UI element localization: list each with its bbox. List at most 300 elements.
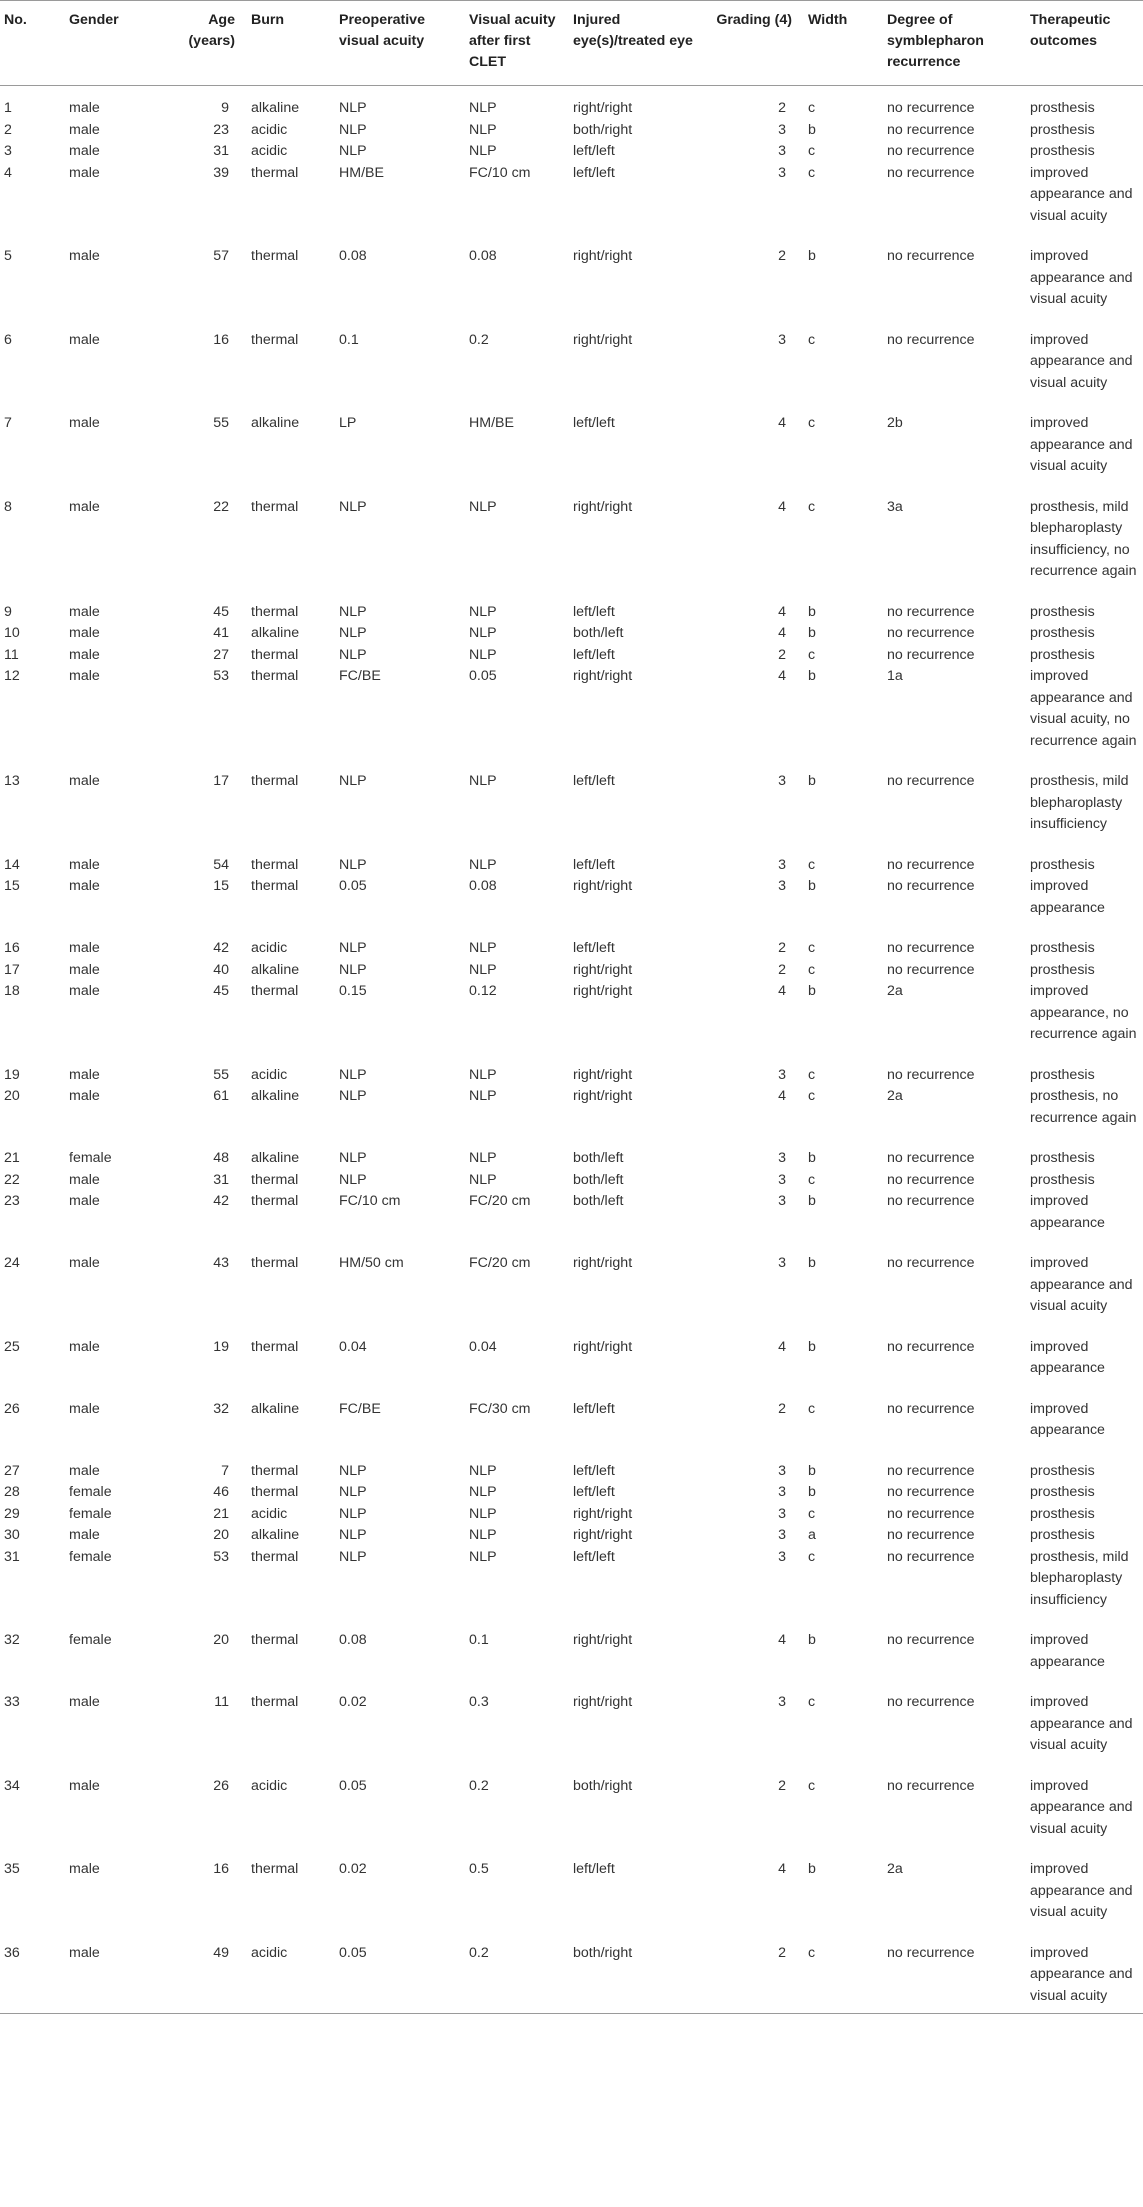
cell-symblepharon-recurrence: no recurrence: [887, 1150, 975, 1166]
cell-visual-acuity-after-clet: FC/30 cm: [469, 1400, 531, 1417]
cell-injured-treated-eye: right/right: [573, 983, 633, 999]
cell-injured-treated-eye: left/left: [573, 1400, 615, 1417]
cell-preoperative-visual-acuity: NLP: [339, 940, 367, 956]
cell-gender: female: [69, 1548, 112, 1565]
cell-symblepharon-recurrence: 2a: [887, 983, 903, 999]
cell-width: b: [808, 1484, 816, 1500]
cell-burn: thermal: [251, 1548, 299, 1565]
cell-injured-treated-eye: both/left: [573, 1171, 624, 1188]
table-row: [0, 1318, 1143, 1380]
cell-therapeutic-outcomes: prosthesis: [1030, 940, 1095, 956]
cell-gender: male: [69, 1255, 100, 1271]
cell-age: 54: [213, 856, 229, 873]
cell-injured-treated-eye: left/left: [573, 603, 615, 620]
cell-no: 2: [4, 121, 12, 138]
cell-preoperative-visual-acuity: NLP: [339, 1462, 367, 1479]
cell-symblepharon-recurrence: no recurrence: [887, 1694, 975, 1710]
cell-width: c: [808, 331, 816, 348]
cell-symblepharon-recurrence: no recurrence: [887, 143, 975, 159]
cell-burn: thermal: [251, 1462, 299, 1479]
cell-preoperative-visual-acuity: NLP: [339, 1505, 367, 1522]
cell-preoperative-visual-acuity: NLP: [339, 1548, 367, 1565]
cell-preoperative-visual-acuity: NLP: [339, 1150, 367, 1166]
cell-grading: 2: [709, 1924, 804, 2014]
cell-symblepharon-recurrence: 2b: [887, 415, 903, 431]
cell-width: b: [808, 1255, 816, 1271]
cell-visual-acuity-after-clet: 0.3: [469, 1694, 489, 1710]
cell-burn: acidic: [251, 143, 288, 159]
cell-age: 23: [213, 121, 229, 138]
cell-burn: thermal: [251, 668, 299, 684]
cell-therapeutic-outcomes: prosthesis: [1030, 100, 1095, 116]
cell-width: c: [808, 415, 816, 431]
cell-symblepharon-recurrence: no recurrence: [887, 121, 975, 138]
cell-gender: male: [69, 1694, 100, 1710]
table-row: [0, 227, 1143, 311]
cell-gender: male: [69, 773, 100, 789]
cell-therapeutic-outcomes: improved appearance and visual acuity: [1030, 164, 1133, 224]
cell-injured-treated-eye: left/left: [573, 415, 615, 431]
cell-visual-acuity-after-clet: FC/10 cm: [469, 164, 531, 181]
cell-therapeutic-outcomes: prosthesis: [1030, 625, 1095, 641]
cell-grading: 3: [778, 878, 786, 894]
cell-grading: 4: [778, 415, 786, 431]
cell-injured-treated-eye: both/left: [573, 1150, 624, 1166]
table-row: [0, 1673, 1143, 1757]
cell-injured-treated-eye: left/left: [573, 856, 615, 873]
cell-burn: acidic: [251, 1505, 288, 1522]
cell-burn: thermal: [251, 331, 299, 348]
cell-symblepharon-recurrence: no recurrence: [887, 1527, 975, 1543]
cell-no: 23: [4, 1193, 20, 1209]
cell-burn: alkaline: [251, 1527, 300, 1543]
cell-no: 11: [4, 646, 19, 663]
cell-preoperative-visual-acuity: NLP: [339, 1066, 367, 1083]
cell-gender: male: [69, 248, 100, 264]
cell-gender: male: [69, 415, 100, 431]
cell-burn: thermal: [251, 983, 299, 999]
cell-age: 45: [213, 603, 229, 620]
cell-age: 55: [213, 415, 229, 431]
cell-preoperative-visual-acuity: 0.1: [339, 331, 359, 348]
cell-gender: male: [69, 856, 100, 873]
header-preoperative-visual-acuity: Preoperative visual acuity: [335, 1, 465, 86]
cell-symblepharon-recurrence: 2a: [887, 1861, 903, 1877]
cell-gender: male: [69, 646, 100, 663]
cell-preoperative-visual-acuity: 0.02: [339, 1694, 367, 1710]
cell-grading: 2: [778, 100, 786, 116]
cell-gender: male: [69, 121, 100, 138]
cell-gender: male: [69, 878, 100, 894]
cell-gender: male: [69, 1462, 100, 1479]
cell-injured-treated-eye: right/right: [573, 1505, 633, 1522]
cell-therapeutic-outcomes: prosthesis: [1030, 143, 1095, 159]
cell-grading: 3: [778, 1255, 786, 1271]
header-visual-acuity-after-clet: Visual acuity after first CLET: [465, 1, 569, 86]
cell-visual-acuity-after-clet: 0.2: [465, 1924, 569, 2014]
cell-grading: 2: [778, 1400, 786, 1417]
cell-age: 21: [213, 1505, 229, 1522]
cell-preoperative-visual-acuity: 0.05: [339, 878, 367, 894]
cell-preoperative-visual-acuity: NLP: [339, 143, 367, 159]
cell-age: 11: [214, 1694, 229, 1710]
table-row: [0, 1924, 1143, 2014]
cell-symblepharon-recurrence: no recurrence: [887, 1338, 975, 1355]
cell-grading: 3: [778, 1694, 786, 1710]
cell-age: 61: [213, 1088, 229, 1104]
cell-burn: alkaline: [251, 1088, 300, 1104]
cell-injured-treated-eye: right/right: [573, 961, 633, 978]
cell-no: 25: [4, 1338, 20, 1355]
header-width: Width: [804, 1, 883, 86]
cell-preoperative-visual-acuity: HM/BE: [339, 164, 384, 181]
cell-grading: 3: [778, 773, 786, 789]
cell-width: c: [808, 1171, 816, 1188]
cell-injured-treated-eye: left/left: [573, 940, 615, 956]
cell-injured-treated-eye: both/left: [573, 625, 624, 641]
table-row: [0, 919, 1143, 960]
table-row: [0, 1504, 1143, 1526]
cell-age: 26: [213, 1777, 229, 1794]
cell-width: b: [808, 248, 816, 264]
cell-width: c: [808, 646, 816, 663]
cell-injured-treated-eye: left/left: [573, 164, 615, 181]
cell-grading: 4: [778, 603, 786, 620]
cell-therapeutic-outcomes: improved appearance and visual acuity: [1030, 1255, 1133, 1314]
cell-therapeutic-outcomes: prosthesis, mild blepharoplasty insufficiency: [1030, 1548, 1129, 1608]
cell-visual-acuity-after-clet: NLP: [469, 1527, 497, 1543]
cell-injured-treated-eye: both/right: [573, 121, 633, 138]
cell-no: 17: [4, 961, 20, 978]
cell-no: 19: [4, 1066, 20, 1083]
table-row: [0, 1191, 1143, 1234]
cell-visual-acuity-after-clet: FC/20 cm: [469, 1193, 531, 1209]
cell-width: b: [808, 1150, 816, 1166]
cell-symblepharon-recurrence: 1a: [887, 668, 903, 684]
cell-injured-treated-eye: right/right: [573, 1527, 633, 1543]
cell-burn: thermal: [251, 248, 299, 264]
cell-injured-treated-eye: left/left: [573, 1462, 615, 1479]
cell-gender: male: [69, 143, 100, 159]
cell-width: c: [808, 498, 816, 515]
cell-preoperative-visual-acuity: NLP: [339, 961, 367, 978]
cell-visual-acuity-after-clet: NLP: [469, 1462, 497, 1479]
cell-gender: female: [69, 1632, 112, 1648]
cell-burn: alkaline: [251, 100, 300, 116]
table-row: [0, 1840, 1143, 1924]
cell-age: 41: [213, 625, 229, 641]
cell-visual-acuity-after-clet: 0.08: [469, 248, 497, 264]
table-row: [0, 120, 1143, 142]
cell-width: b: [808, 773, 816, 789]
cell-gender: male: [69, 1527, 100, 1543]
cell-age: 19: [213, 1338, 229, 1355]
cell-therapeutic-outcomes: prosthesis: [1030, 1066, 1095, 1083]
cell-grading: 3: [778, 1066, 786, 1083]
cell-injured-treated-eye: right/right: [573, 1338, 633, 1355]
cell-symblepharon-recurrence: no recurrence: [887, 100, 975, 116]
cell-injured-treated-eye: left/left: [573, 1548, 615, 1565]
cell-visual-acuity-after-clet: NLP: [469, 1088, 497, 1104]
cell-gender: male: [69, 1400, 100, 1417]
cell-width: b: [808, 1193, 816, 1209]
cell-burn: alkaline: [251, 625, 300, 641]
cell-injured-treated-eye: left/left: [573, 646, 615, 663]
cell-no: 5: [4, 248, 12, 264]
cell-symblepharon-recurrence: no recurrence: [887, 1462, 975, 1479]
cell-visual-acuity-after-clet: NLP: [469, 603, 497, 620]
cell-grading: 4: [778, 1088, 786, 1104]
cell-age: 40: [213, 961, 229, 978]
cell-therapeutic-outcomes: improved appearance and visual acuity: [1030, 1777, 1133, 1837]
cell-preoperative-visual-acuity: FC/BE: [339, 1400, 381, 1417]
cell-grading: 4: [778, 498, 786, 515]
cell-therapeutic-outcomes: improved appearance and visual acuity: [1030, 1861, 1133, 1920]
cell-age: 15: [213, 878, 229, 894]
table-row: [0, 1757, 1143, 1841]
cell-gender: male: [69, 100, 100, 116]
cell-therapeutic-outcomes: improved appearance and visual acuity: [1030, 415, 1133, 474]
cell-age: 49: [170, 1924, 247, 2014]
cell-grading: 3: [778, 1548, 786, 1565]
header-burn: Burn: [247, 1, 335, 86]
cell-grading: 2: [778, 248, 786, 264]
cell-grading: 4: [778, 625, 786, 641]
cell-width: b: [808, 878, 816, 894]
cell-therapeutic-outcomes: prosthesis: [1030, 121, 1095, 138]
cell-gender: male: [69, 1193, 100, 1209]
cell-grading: 3: [778, 1527, 786, 1543]
cell-grading: 3: [778, 121, 786, 138]
cell-grading: 3: [778, 1193, 786, 1209]
cell-gender: male: [69, 1088, 100, 1104]
cell-no: 33: [4, 1694, 20, 1710]
cell-no: 30: [4, 1527, 20, 1543]
cell-visual-acuity-after-clet: NLP: [469, 1066, 497, 1083]
cell-width: c: [808, 1777, 816, 1794]
cell-gender: male: [69, 1338, 100, 1355]
cell-no: 1: [4, 100, 12, 116]
cell-visual-acuity-after-clet: NLP: [469, 100, 497, 116]
cell-no: 16: [4, 940, 20, 956]
cell-grading: 4: [778, 983, 786, 999]
header-injured-treated-eye: Injured eye(s)/treated eye: [569, 1, 709, 86]
cell-therapeutic-outcomes: prosthesis: [1030, 1171, 1095, 1188]
cell-burn: thermal: [251, 878, 299, 894]
cell-visual-acuity-after-clet: NLP: [469, 498, 497, 515]
cell-burn: thermal: [251, 1861, 299, 1877]
cell-therapeutic-outcomes: improved appearance: [1030, 1338, 1105, 1376]
cell-therapeutic-outcomes: improved appearance and visual acuity, no recurrence again: [1030, 668, 1137, 749]
cell-width: c: [808, 164, 816, 181]
cell-injured-treated-eye: right/right: [573, 668, 633, 684]
cell-symblepharon-recurrence: 3a: [887, 498, 903, 515]
cell-width: c: [808, 961, 816, 978]
cell-therapeutic-outcomes: improved appearance and visual acuity: [1030, 331, 1133, 391]
cell-grading: 3: [778, 143, 786, 159]
cell-visual-acuity-after-clet: NLP: [469, 773, 497, 789]
cell-age: 43: [213, 1255, 229, 1271]
table-header: [0, 1, 1143, 86]
cell-age: 16: [213, 331, 229, 348]
cell-no: 36: [0, 1924, 65, 2014]
cell-no: 24: [4, 1255, 20, 1271]
cell-burn: thermal: [251, 164, 299, 181]
cell-visual-acuity-after-clet: 0.12: [469, 983, 497, 999]
cell-therapeutic-outcomes: prosthesis, mild blepharoplasty insufficiency: [1030, 773, 1129, 832]
cell-symblepharon-recurrence: no recurrence: [887, 1484, 975, 1500]
cell-therapeutic-outcomes: prosthesis: [1030, 1462, 1095, 1479]
cell-no: 4: [4, 164, 12, 181]
cell-age: 55: [213, 1066, 229, 1083]
table-row: [0, 981, 1143, 1046]
cell-width: b: [808, 121, 816, 138]
cell-visual-acuity-after-clet: NLP: [469, 1484, 497, 1500]
header-row: [0, 1, 1143, 86]
cell-therapeutic-outcomes: improved appearance: [1030, 1193, 1105, 1231]
cell-preoperative-visual-acuity: 0.04: [339, 1338, 367, 1355]
cell-symblepharon-recurrence: no recurrence: [887, 646, 975, 663]
cell-age: 20: [213, 1632, 229, 1648]
cell-visual-acuity-after-clet: NLP: [469, 856, 497, 873]
cell-age: 48: [213, 1150, 229, 1166]
cell-visual-acuity-after-clet: 0.2: [469, 1777, 489, 1794]
cell-no: 21: [4, 1150, 20, 1166]
cell-gender: male: [69, 625, 100, 641]
cell-width: c: [808, 1088, 816, 1104]
cell-no: 20: [4, 1088, 20, 1104]
cell-visual-acuity-after-clet: FC/20 cm: [469, 1255, 531, 1271]
table-row: [0, 1380, 1143, 1442]
table-row: [0, 583, 1143, 624]
cell-therapeutic-outcomes: prosthesis: [1030, 856, 1095, 873]
cell-age: 20: [213, 1527, 229, 1543]
cell-width: c: [808, 100, 816, 116]
cell-injured-treated-eye: right/right: [573, 248, 633, 264]
cell-visual-acuity-after-clet: NLP: [469, 1548, 497, 1565]
cell-preoperative-visual-acuity: NLP: [339, 121, 367, 138]
table-row: [0, 645, 1143, 667]
table-row: [0, 141, 1143, 163]
table-row: [0, 876, 1143, 919]
cell-burn: alkaline: [251, 961, 300, 978]
cell-no: 28: [4, 1484, 20, 1500]
cell-therapeutic-outcomes: improved appearance and visual acuity: [1030, 248, 1133, 307]
cell-no: 8: [4, 498, 12, 515]
cell-symblepharon-recurrence: no recurrence: [887, 1400, 975, 1417]
cell-preoperative-visual-acuity: NLP: [339, 100, 367, 116]
cell-gender: female: [69, 1505, 112, 1522]
cell-burn: thermal: [251, 603, 299, 620]
cell-injured-treated-eye: right/right: [573, 1694, 633, 1710]
table-row: [0, 836, 1143, 877]
cell-age: 7: [221, 1462, 229, 1479]
cell-gender: male: [69, 983, 100, 999]
cell-gender: male: [69, 1861, 100, 1877]
cell-burn: thermal: [251, 1171, 299, 1188]
cell-preoperative-visual-acuity: NLP: [339, 603, 367, 620]
cell-grading: 3: [778, 856, 786, 873]
cell-injured-treated-eye: right/right: [573, 878, 633, 894]
cell-grading: 2: [778, 646, 786, 663]
cell-age: 31: [213, 143, 229, 159]
header-symblepharon-recurrence: Degree of symblepharon recurrence: [883, 1, 1026, 86]
header-age: Age (years): [170, 1, 247, 86]
cell-symblepharon-recurrence: no recurrence: [887, 248, 975, 264]
cell-width: b: [808, 625, 816, 641]
cell-no: 15: [4, 878, 20, 894]
cell-therapeutic-outcomes: prosthesis: [1030, 603, 1095, 620]
cell-symblepharon-recurrence: no recurrence: [887, 1066, 975, 1083]
cell-symblepharon-recurrence: no recurrence: [887, 1548, 975, 1565]
cell-age: 45: [213, 983, 229, 999]
cell-grading: 3: [778, 331, 786, 348]
cell-age: 9: [221, 100, 229, 116]
cell-gender: male: [69, 498, 100, 515]
cell-injured-treated-eye: left/left: [573, 773, 615, 789]
cell-burn: acidic: [251, 1066, 288, 1083]
cell-burn: thermal: [251, 856, 299, 873]
cell-preoperative-visual-acuity: NLP: [339, 1484, 367, 1500]
cell-preoperative-visual-acuity: 0.05: [335, 1924, 465, 2014]
cell-symblepharon-recurrence: no recurrence: [887, 773, 975, 789]
cell-grading: 3: [778, 1462, 786, 1479]
cell-burn: acidic: [251, 1777, 288, 1794]
table-row: [0, 1611, 1143, 1673]
cell-preoperative-visual-acuity: FC/BE: [339, 668, 381, 684]
cell-burn: alkaline: [251, 1150, 300, 1166]
cell-grading: 2: [778, 1777, 786, 1794]
cell-no: 3: [4, 143, 12, 159]
cell-symblepharon-recurrence: no recurrence: [887, 856, 975, 873]
cell-injured-treated-eye: right/right: [573, 498, 633, 515]
table-row: [0, 960, 1143, 982]
cell-gender: male: [69, 331, 100, 348]
cell-preoperative-visual-acuity: LP: [339, 415, 357, 431]
cell-preoperative-visual-acuity: NLP: [339, 1171, 367, 1188]
cell-no: 35: [4, 1861, 20, 1877]
cell-burn: acidic: [251, 940, 288, 956]
cell-therapeutic-outcomes: improved appearance: [1030, 1400, 1105, 1438]
cell-symblepharon-recurrence: no recurrence: [887, 603, 975, 620]
cell-therapeutic-outcomes: prosthesis: [1030, 1505, 1095, 1522]
cell-width: b: [808, 1338, 816, 1355]
cell-burn: thermal: [251, 1632, 299, 1648]
cell-preoperative-visual-acuity: NLP: [339, 646, 367, 663]
cell-no: 34: [4, 1777, 20, 1794]
cell-width: b: [808, 1632, 816, 1648]
cell-width: c: [808, 143, 816, 159]
cell-therapeutic-outcomes: improved appearance and visual acuity: [1030, 1694, 1133, 1753]
cell-no: 27: [4, 1462, 20, 1479]
cell-injured-treated-eye: both/right: [573, 1777, 633, 1794]
cell-gender: male: [69, 1066, 100, 1083]
cell-grading: 3: [778, 1484, 786, 1500]
cell-preoperative-visual-acuity: 0.05: [339, 1777, 367, 1794]
cell-therapeutic-outcomes: improved appearance and visual acuity: [1026, 1924, 1143, 2014]
cell-preoperative-visual-acuity: NLP: [339, 1527, 367, 1543]
cell-visual-acuity-after-clet: NLP: [469, 143, 497, 159]
cell-injured-treated-eye: right/right: [573, 331, 633, 348]
cell-gender: female: [69, 1150, 112, 1166]
cell-preoperative-visual-acuity: NLP: [339, 773, 367, 789]
cell-visual-acuity-after-clet: 0.5: [469, 1861, 489, 1877]
cell-width: c: [808, 1400, 816, 1417]
cell-width: b: [808, 983, 816, 999]
cell-therapeutic-outcomes: prosthesis: [1030, 646, 1095, 663]
table-row: [0, 1046, 1143, 1087]
table-row: [0, 478, 1143, 583]
